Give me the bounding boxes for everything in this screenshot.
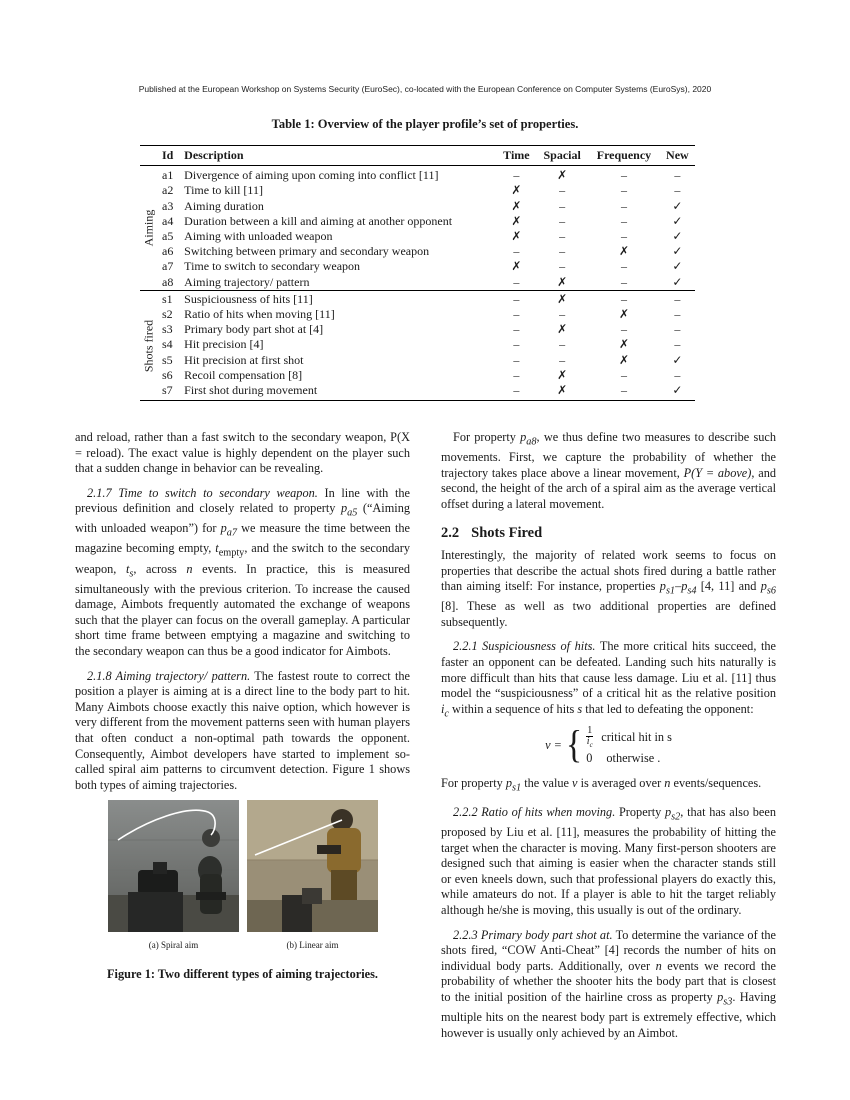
text-run: For property xyxy=(453,430,521,444)
math-symbol: p xyxy=(505,775,513,790)
equation-suspiciousness xyxy=(441,726,776,766)
cell-description: Aiming duration xyxy=(184,198,264,213)
table-row xyxy=(140,275,695,291)
cell-spacial: ✗ xyxy=(536,290,588,307)
text-run: [4, 11] and xyxy=(696,579,761,594)
math-subscript: c xyxy=(444,708,449,720)
text-run: the value xyxy=(521,775,573,790)
cell-new: – xyxy=(660,290,695,307)
case-condition: otherwise . xyxy=(606,750,661,765)
cell-id: a3 xyxy=(162,198,174,213)
group-label: Aiming xyxy=(141,209,156,247)
cell-time: – xyxy=(513,274,520,289)
text-run: , that has also been proposed by Liu et al. [11], measures the probability of hitting the target when the character is moving. Many first-person shooters are designed such that aiming is easier when the character stands still or even kneels down, such that professional players do exactly this, while amateurs do not. If a player is able to hit the target reliably although he/she is moving, this usually is out of the ordinary. xyxy=(441,804,776,917)
cell-spacial: – xyxy=(559,244,566,259)
cell-frequency: – xyxy=(620,229,627,244)
math-symbol: t xyxy=(215,541,219,556)
cell-description: Aiming trajectory/ pattern xyxy=(184,274,310,289)
math-symbol: n xyxy=(655,958,662,973)
cell-id: a4 xyxy=(162,213,174,228)
paragraph-continued: and reload, rather than a fast switch to the secondary weapon, P(X = reload). The exact value is highly dependent on the player such that a sudden change in behavior can be revealing. xyxy=(75,430,410,476)
cell-new: ✓ xyxy=(660,383,695,401)
cell-frequency: ✗ xyxy=(618,307,629,322)
subcaption-a: (a) Spiral aim xyxy=(148,940,199,950)
text-run: In line with the previous definition and closely related to property xyxy=(75,485,410,516)
cell-description: Ratio of hits when moving [11] xyxy=(184,307,335,322)
table-row xyxy=(140,337,695,352)
math-symbol: n xyxy=(664,775,671,790)
table-row xyxy=(140,183,695,198)
math-symbol: p xyxy=(220,521,227,536)
math-subscript: s1 xyxy=(512,782,522,794)
section-title: 2.2.2 Ratio of hits when moving. xyxy=(453,804,616,819)
text-run: Interestingly, the majority of related work seems to focus on properties that describe the actual shots fired during a battle rather than aiming itself: For instance, properties xyxy=(441,548,776,594)
cell-spacial: ✗ xyxy=(536,383,588,401)
group-label: Shots fired xyxy=(141,319,156,372)
cell-id: a8 xyxy=(162,274,174,289)
math-expression: P(Y = above) xyxy=(683,465,752,480)
cell-spacial: ✗ xyxy=(557,322,568,337)
cell-description: Suspiciousness of hits [11] xyxy=(180,290,496,307)
fraction-numerator: 1 xyxy=(587,724,593,736)
text-run: For property xyxy=(441,775,506,790)
cell-frequency: – xyxy=(620,168,627,183)
math-subscript: s4 xyxy=(687,585,697,597)
cell-id: s4 xyxy=(162,337,173,352)
math-symbol: i xyxy=(441,701,445,716)
math-symbol: p xyxy=(681,579,688,594)
section-2-1-7 xyxy=(75,486,410,660)
paragraph-pa8 xyxy=(441,430,776,512)
cell-description: Duration between a kill and aiming at another opponent xyxy=(184,213,453,228)
table-row xyxy=(140,229,695,244)
cell-spacial: ✗ xyxy=(557,168,568,183)
case-condition: critical hit in s xyxy=(601,729,672,744)
cell-frequency: – xyxy=(620,183,627,198)
text-run: Property xyxy=(615,804,666,819)
table-row xyxy=(140,290,695,307)
cell-id: s3 xyxy=(162,322,173,337)
left-column xyxy=(75,430,410,802)
group-label-cell xyxy=(140,166,158,291)
cell-new: ✓ xyxy=(672,352,683,367)
cell-description: Time to kill [11] xyxy=(184,183,263,198)
section-title: 2.2.1 Suspiciousness of hits. xyxy=(453,639,596,654)
text-run: within a sequence of hits xyxy=(448,701,578,716)
text-run: , and the switch to the secondary weapon, xyxy=(75,541,410,576)
text-run: is averaged over xyxy=(577,775,665,790)
col-header-new: New xyxy=(660,146,695,166)
text-run: we measure the time between the magazine becoming empty, xyxy=(75,521,410,556)
table-caption: Table 1: Overview of the player profile’s set of properties. xyxy=(271,117,579,131)
math-subscript: a5 xyxy=(347,507,358,519)
section-number: 2.2 xyxy=(441,525,460,542)
paragraph-shots-intro xyxy=(441,548,776,630)
section-2-2-3 xyxy=(441,928,776,1042)
section-title: 2.1.8 Aiming trajectory/ pattern. xyxy=(87,668,251,683)
cell-frequency: – xyxy=(620,322,627,337)
math-subscript: s6 xyxy=(766,585,777,597)
section-2-2-1 xyxy=(441,639,776,721)
table-header-row xyxy=(140,146,695,166)
cell-frequency: ✗ xyxy=(618,337,629,352)
cell-new: ✓ xyxy=(672,198,683,213)
cell-spacial: – xyxy=(559,352,566,367)
section-title: 2.1.7 Time to switch to secondary weapon. xyxy=(87,485,318,500)
cell-frequency: – xyxy=(620,213,627,228)
cell-id: a2 xyxy=(162,183,174,198)
section-title: 2.2.3 Primary body part shot at. xyxy=(453,927,613,942)
math-subscript: a8 xyxy=(526,436,537,448)
text-run: To determine the variance of the shots fired, “COW Anti-Cheat” [4] records the number of hits on individual body parts. Additionally, over xyxy=(441,927,776,973)
equation-lhs: v = xyxy=(545,738,562,753)
cell-time: ✗ xyxy=(511,198,522,213)
cell-frequency: – xyxy=(588,290,660,307)
text-run: (“Aiming with unloaded weapon”) for xyxy=(75,501,410,536)
cell-time: – xyxy=(497,290,537,307)
cell-description: Recoil compensation [8] xyxy=(184,367,303,382)
table-row xyxy=(140,199,695,214)
math-symbol: s xyxy=(577,701,583,716)
cell-description: Divergence of aiming upon coming into conflict [11] xyxy=(184,168,439,183)
math-subscript: empty xyxy=(218,547,245,559)
col-header-time: Time xyxy=(497,146,537,166)
table-row xyxy=(140,353,695,368)
cell-description: Switching between primary and secondary weapon xyxy=(184,244,430,259)
equation-brace: { xyxy=(565,724,583,767)
case-1 xyxy=(586,726,672,750)
cell-time: ✗ xyxy=(511,229,522,244)
cell-frequency: – xyxy=(620,198,627,213)
case-value: 0 xyxy=(586,750,593,765)
cell-frequency: – xyxy=(620,274,627,289)
text-run: The fastest route to correct the position a player is aiming at is a direct line to the body part to hit. Many Aimbots choose exactly this naive option, which however is very different from the movement patterns seen with human players that often conduct a non-optimal path towards the opponent. Consequently, Aimbot developers have started to implement so-called spiral aim patterns to circumvent detection. Figure 1 shows both types of aiming trajectories. xyxy=(75,668,410,792)
cell-spacial: – xyxy=(559,183,566,198)
text-run: , we thus define two measures to describe such movements. First, we capture the probability of whether the trajectory takes place above a linear movement, xyxy=(441,430,776,480)
math-subscript: s xyxy=(129,567,134,579)
cell-description: Hit precision at first shot xyxy=(184,352,304,367)
col-header-id: Id xyxy=(158,146,180,166)
math-symbol: p xyxy=(717,989,724,1004)
col-header-spacial: Spacial xyxy=(536,146,588,166)
cell-frequency: ✗ xyxy=(618,244,629,259)
text-run: that led to defeating the opponent: xyxy=(582,701,754,716)
table-row xyxy=(140,214,695,229)
cell-id: s6 xyxy=(162,367,173,382)
math-symbol: p xyxy=(665,804,672,819)
properties-table xyxy=(140,145,695,401)
text-run: events/sequences. xyxy=(670,775,762,790)
subcaption-b: (b) Linear aim xyxy=(286,940,339,950)
cell-id: a6 xyxy=(162,244,174,259)
cell-description: Primary body part shot at [4] xyxy=(184,322,324,337)
running-header: Published at the European Workshop on Systems Security (EuroSec), co-located with the European Conference on Computer Systems (EuroSys), 2020 xyxy=(138,84,712,94)
cell-new: ✓ xyxy=(672,259,683,274)
section-heading-2-2 xyxy=(441,526,776,542)
cell-description: Hit precision [4] xyxy=(184,337,264,352)
cell-time: ✗ xyxy=(511,259,522,274)
right-column xyxy=(441,430,776,1050)
math-symbol: p xyxy=(340,501,348,516)
table-row xyxy=(140,166,695,184)
cell-spacial: ✗ xyxy=(557,367,568,382)
cell-new: – xyxy=(674,322,681,337)
equation-cases xyxy=(586,726,672,766)
cell-spacial: – xyxy=(559,229,566,244)
cell-description: Time to switch to secondary weapon xyxy=(184,259,361,274)
math-subscript: s1 xyxy=(665,585,676,597)
cell-time: ✗ xyxy=(511,213,522,228)
section-2-2-2 xyxy=(441,805,776,919)
cell-new: ✓ xyxy=(672,274,683,289)
cell-new: – xyxy=(674,337,681,352)
text-run: The more critical hits succeed, the faster an opponent can be defeated. Landing such hits naturally is more difficult than hits that cause less damage. Liu et al. [11] thus model the “suspiciousness” of a critical hit as the relative position xyxy=(441,639,776,701)
table-row xyxy=(140,259,695,274)
cell-id: a1 xyxy=(162,168,174,183)
cell-time: – xyxy=(513,337,520,352)
text-run: events. In practice, this is measured simultaneously with the previous criterion. To increase the caused damage, Aimbots frequently automated the exchange of weapons such that the player can focus on the overall gameplay. A particular short time frame between emptying a magazine and switching to the secondary weapon can thus be a good indicator for Aimbots. xyxy=(75,561,411,658)
figure-caption: Figure 1: Two different types of aiming trajectories. xyxy=(107,967,378,981)
cell-new: ✓ xyxy=(672,244,683,259)
col-header-frequency: Frequency xyxy=(588,146,660,166)
text-run: , across xyxy=(133,561,187,576)
cell-description: Aiming with unloaded weapon xyxy=(184,229,333,244)
cell-time: – xyxy=(497,383,537,401)
cell-spacial: – xyxy=(559,213,566,228)
cell-time: – xyxy=(513,367,520,382)
text-run: – xyxy=(675,579,682,594)
fraction xyxy=(586,726,593,750)
cell-time: – xyxy=(513,168,520,183)
table-row xyxy=(140,322,695,337)
cell-frequency: ✗ xyxy=(618,352,629,367)
cell-time: – xyxy=(513,244,520,259)
cell-spacial: – xyxy=(559,307,566,322)
table-row xyxy=(140,368,695,383)
section-2-1-8 xyxy=(75,669,410,794)
fraction-denominator xyxy=(587,737,593,750)
cell-spacial: – xyxy=(559,337,566,352)
math-subscript: a7 xyxy=(226,527,238,539)
group-header xyxy=(140,146,158,166)
cell-time: – xyxy=(513,352,520,367)
cell-frequency: – xyxy=(588,383,660,401)
cell-spacial: ✗ xyxy=(557,274,568,289)
math-subscript: c xyxy=(589,740,593,749)
cell-time: – xyxy=(513,307,520,322)
text-run: , and second, the height of the arch of a spiral aim as the average vertical offset during a lateral movement. xyxy=(441,465,776,511)
cell-new: – xyxy=(674,367,681,382)
math-symbol: p xyxy=(760,579,767,594)
cell-id: a5 xyxy=(162,229,174,244)
cell-new: – xyxy=(674,168,681,183)
section-title: Shots Fired xyxy=(471,525,543,542)
cell-id: s7 xyxy=(158,383,180,401)
math-symbol: p xyxy=(520,430,527,444)
paragraph-ps1 xyxy=(441,776,776,796)
text-run: . Having multiple hits on the nearest body part is extremely effective, which however is usually only achieved by an Aimbot. xyxy=(441,989,776,1040)
cell-new: ✓ xyxy=(672,213,683,228)
math-symbol: n xyxy=(186,561,193,576)
text-run: [8]. These as well as two additional properties are defined subsequently. xyxy=(441,599,776,629)
cell-frequency: – xyxy=(620,259,627,274)
cell-time: – xyxy=(513,322,520,337)
cell-new: ✓ xyxy=(672,229,683,244)
cell-id: s5 xyxy=(162,352,173,367)
table-row xyxy=(140,244,695,259)
cell-new: – xyxy=(674,307,681,322)
cell-id: s2 xyxy=(162,307,173,322)
cell-new: – xyxy=(674,183,681,198)
spiral-aim-screenshot xyxy=(108,800,239,932)
math-symbol: p xyxy=(659,579,666,594)
math-symbol: v xyxy=(572,775,578,790)
cell-description: First shot during movement xyxy=(180,383,496,401)
cell-spacial: – xyxy=(559,259,566,274)
cell-frequency: – xyxy=(620,367,627,382)
table-row xyxy=(140,383,695,401)
cell-id: s1 xyxy=(158,290,180,307)
math-symbol: i xyxy=(586,735,590,747)
group-label-cell xyxy=(140,290,158,400)
table-row xyxy=(140,307,695,322)
math-subscript: s3 xyxy=(723,996,733,1008)
cell-id: a7 xyxy=(162,259,174,274)
cell-time: ✗ xyxy=(511,183,522,198)
math-subscript: s2 xyxy=(671,811,681,823)
text-run: events we record the probability of whether the shooter hits the body part that is closest to the initial position of the hairline cross as property xyxy=(441,958,776,1004)
col-header-description: Description xyxy=(180,146,496,166)
math-symbol: t xyxy=(125,561,130,576)
cell-spacial: – xyxy=(559,198,566,213)
case-2 xyxy=(586,750,672,766)
linear-aim-screenshot xyxy=(247,800,378,932)
